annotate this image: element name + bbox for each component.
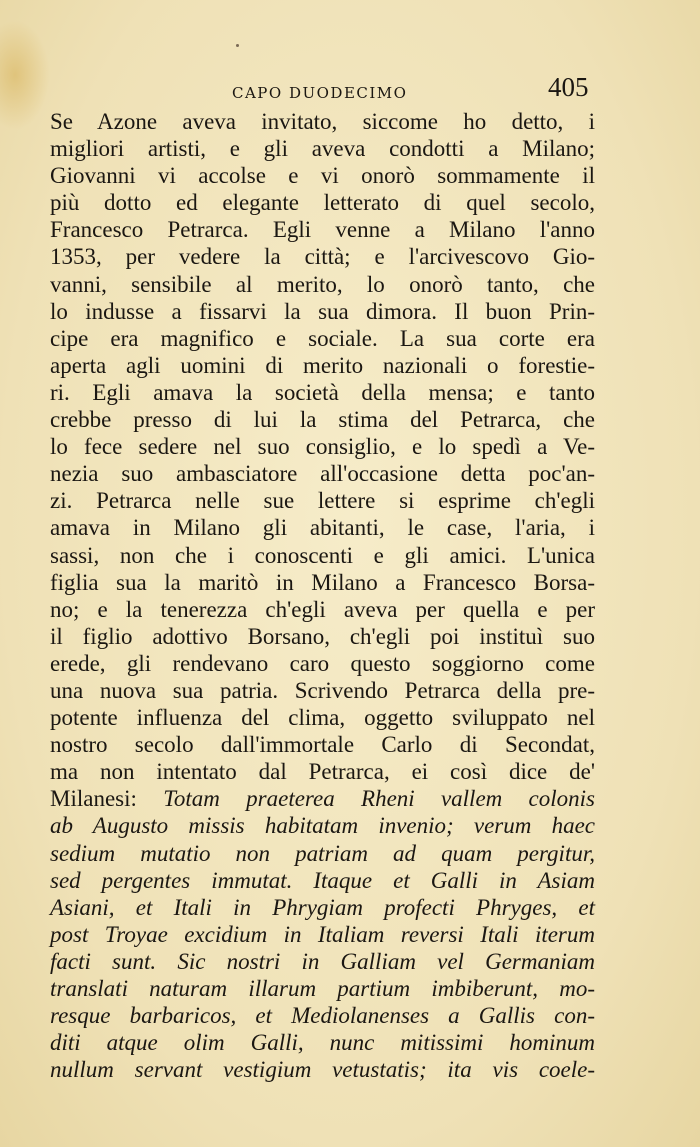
text-line: ri. Egli amava la società della mensa; e tanto bbox=[50, 379, 595, 405]
text-line: più dotto ed elegante letterato di quel secolo, bbox=[50, 190, 595, 216]
text-line-roman: Milanesi: bbox=[50, 786, 164, 812]
text-line-italic: Totam praeterea Rheni vallem colonis bbox=[163, 786, 596, 812]
text-line: post Troyae excidium in Italiam reversi Itali iterum bbox=[50, 921, 595, 947]
text-line: aperta agli uomini di merito nazionali o forestie- bbox=[50, 352, 595, 378]
text-line: sed pergentes immutat. Itaque et Galli in Asiam bbox=[50, 867, 595, 893]
text-line: zi. Petrarca nelle sue lettere si esprime ch'egli bbox=[50, 488, 595, 514]
text-line: lo indusse a fissarvi la sua dimora. Il buon Prin- bbox=[50, 298, 595, 324]
ink-speck bbox=[236, 44, 239, 47]
text-line: ab Augusto missis habitatam invenio; verum haec bbox=[50, 813, 595, 839]
text-line: no; e la tenerezza ch'egli aveva per quella e per bbox=[50, 596, 595, 622]
text-line: potente influenza del clima, oggetto sviluppato nel bbox=[50, 705, 595, 731]
text-line: diti atque olim Galli, nunc mitissimi hominum bbox=[50, 1030, 595, 1056]
text-line: cipe era magnifico e sociale. La sua corte era bbox=[50, 325, 595, 351]
text-line: amava in Milano gli abitanti, le case, l'aria, i bbox=[50, 515, 595, 541]
text-line: una nuova sua patria. Scrivendo Petrarca della pre- bbox=[50, 677, 595, 703]
page-number: 405 bbox=[548, 72, 589, 102]
text-line: erede, gli rendevano caro questo soggiorno come bbox=[50, 650, 595, 676]
text-line: Francesco Petrarca. Egli venne a Milano l'anno bbox=[50, 217, 595, 243]
text-line: Giovanni vi accolse e vi onorò sommamente il bbox=[50, 163, 595, 189]
text-line: 1353, per vedere la città; e l'arcivescovo Gio- bbox=[50, 244, 595, 270]
text-line: il figlio adottivo Borsano, ch'egli poi instituì suo bbox=[50, 623, 595, 649]
text-line: figlia sua la maritò in Milano a Francesco Borsa- bbox=[50, 569, 595, 595]
text-line: sassi, non che i conoscenti e gli amici. L'unica bbox=[50, 542, 595, 568]
body-text bbox=[50, 108, 595, 1083]
text-line: resque barbaricos, et Mediolanenses a Gallis con- bbox=[50, 1003, 595, 1029]
text-line: nullum servant vestigium vetustatis; ita vis coele- bbox=[50, 1057, 595, 1083]
text-line: Asiani, et Itali in Phrygiam profecti Phryges, et bbox=[50, 894, 595, 920]
text-line: ma non intentato dal Petrarca, ei così dice de' bbox=[50, 759, 595, 785]
text-line: lo fece sedere nel suo consiglio, e lo spedì a Ve- bbox=[50, 434, 595, 460]
text-line bbox=[50, 785, 595, 812]
text-line: nostro secolo dall'immortale Carlo di Secondat, bbox=[50, 732, 595, 758]
text-line: sedium mutatio non patriam ad quam pergitur, bbox=[50, 840, 595, 866]
text-line: Se Azone aveva invitato, siccome ho detto, i bbox=[50, 109, 595, 134]
text-line: crebbe presso di lui la stima del Petrarca, che bbox=[50, 407, 595, 433]
running-head: CAPO DUODECIMO bbox=[232, 84, 408, 102]
text-line: vanni, sensibile al merito, lo onorò tanto, che bbox=[50, 271, 595, 297]
text-line: nezia suo ambasciatore all'occasione detta poc'an- bbox=[50, 461, 595, 487]
text-line: facti sunt. Sic nostri in Galliam vel Germaniam bbox=[50, 948, 595, 974]
text-line: migliori artisti, e gli aveva condotti a Milano; bbox=[50, 136, 595, 162]
text-line: translati naturam illarum partium imbiberunt, mo- bbox=[50, 976, 595, 1001]
